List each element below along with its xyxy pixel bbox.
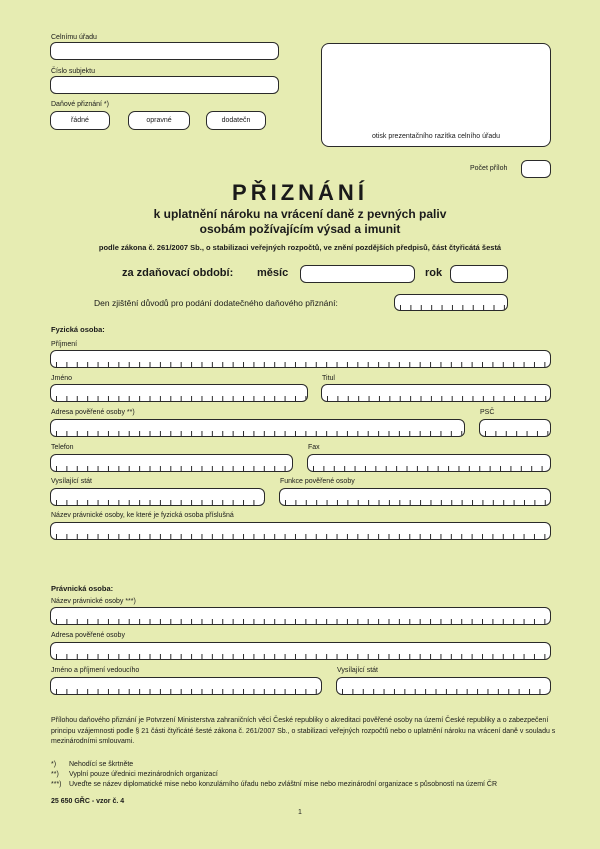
- corrective-option[interactable]: opravné: [128, 111, 190, 130]
- function-field[interactable]: [279, 488, 551, 506]
- discovery-date-label: Den zjištění důvodů pro podání dodatečného daňového přiznání:: [94, 298, 338, 308]
- attachments-field[interactable]: [521, 160, 551, 178]
- legal-name-field[interactable]: [50, 607, 551, 625]
- regular-option[interactable]: řádné: [50, 111, 110, 130]
- function-label: Funkce pověřené osoby: [280, 478, 355, 485]
- year-label: rok: [425, 267, 443, 279]
- legal-name-label: Název právnické osoby ***): [51, 598, 136, 605]
- legal-address-label: Adresa pověřené osoby: [51, 632, 125, 639]
- phone-field[interactable]: [50, 454, 293, 472]
- legal-address-field[interactable]: [50, 642, 551, 660]
- title-field[interactable]: [321, 384, 551, 402]
- legal-entity-name-field[interactable]: [50, 522, 551, 540]
- month-label: měsíc: [257, 267, 289, 279]
- name-field[interactable]: [50, 384, 308, 402]
- stamp-box: [321, 43, 551, 147]
- year-field[interactable]: [450, 265, 508, 283]
- form-subtitle-1: k uplatnění nároku na vrácení daně z pevných paliv: [153, 207, 447, 221]
- form-code: 25 650 GŘC - vzor č. 4: [51, 798, 125, 805]
- head-name-field[interactable]: [50, 677, 322, 695]
- sending-state-field[interactable]: [50, 488, 265, 506]
- footnote-1-mark: *): [51, 761, 57, 768]
- attachments-label: Počet příloh: [470, 165, 508, 172]
- fax-label: Fax: [308, 444, 320, 451]
- subject-number-label: Číslo subjektu: [51, 68, 95, 75]
- zip-field[interactable]: [479, 419, 551, 437]
- zip-label: PSČ: [480, 409, 495, 416]
- footnote-3-mark: ***): [51, 781, 62, 788]
- supplementary-option[interactable]: dodatečn: [206, 111, 266, 130]
- head-name-label: Jméno a příjmení vedoucího: [51, 667, 140, 674]
- footnote-2-text: Vyplní pouze úřednici mezinárodních organizací: [69, 771, 218, 778]
- sending-state-label: Vysílající stát: [51, 478, 92, 485]
- month-field[interactable]: [300, 265, 415, 283]
- address-label: Adresa pověřené osoby **): [51, 409, 135, 416]
- legal-entity-name-label: Název právnické osoby, ke které je fyzická osoba příslušná: [51, 512, 234, 519]
- fax-field[interactable]: [307, 454, 551, 472]
- subject-number-field[interactable]: [50, 76, 279, 94]
- name-label: Jméno: [51, 375, 73, 382]
- form-subtitle-2: osobám požívajícím výsad a imunit: [199, 222, 401, 236]
- legal-person-heading: Právnická osoba:: [51, 584, 114, 593]
- customs-office-field[interactable]: [50, 42, 279, 60]
- title-label: Titul: [322, 375, 335, 382]
- surname-field[interactable]: [50, 350, 551, 368]
- tax-return-type-label: Daňové přiznání *): [51, 101, 109, 108]
- phone-label: Telefon: [51, 444, 74, 451]
- period-label: za zdaňovací období:: [122, 267, 234, 279]
- footnote-1-text: Nehodící se škrtněte: [69, 761, 134, 768]
- legal-sending-state-label: Vysílající stát: [337, 667, 378, 674]
- footnote-3-text: Uveďte se název diplomatické mise nebo konzulárního úřadu nebo zvláštní mise nebo mezinárodní organizace s působností na území ČR: [69, 781, 498, 788]
- legal-sending-state-field[interactable]: [336, 677, 551, 695]
- footnote-2-mark: **): [51, 771, 59, 778]
- law-reference: podle zákona č. 261/2007 Sb., o stabilizaci veřejných rozpočtů, ve znění pozdějších předpisů, část čtyřicátá šestá: [98, 243, 502, 252]
- surname-label: Příjmení: [51, 341, 78, 348]
- natural-person-heading: Fyzická osoba:: [51, 325, 105, 334]
- customs-office-label: Celnímu úřadu: [51, 34, 97, 41]
- discovery-date-field[interactable]: [394, 294, 508, 311]
- address-field[interactable]: [50, 419, 465, 437]
- page-number: 1: [298, 809, 302, 816]
- form-title: PŘIZNÁNÍ: [232, 180, 368, 205]
- attachment-note: Přílohou daňového přiznání je Potvrzení Ministerstva zahraničních věcí České republiky o akreditaci pověřené osoby na území České republiky a o zabezpečení principu vzájemnosti podle § 21 části čtyřicáté šesté zákona č. 261/2007 Sb., o stabilizaci veřejných rozpočtů nebo o uplatnění nároku na vrácení daně v souladu s mezinárodními smlouvami.: [51, 717, 556, 745]
- stamp-caption: otisk prezentačního razítka celního úřadu: [371, 133, 501, 140]
